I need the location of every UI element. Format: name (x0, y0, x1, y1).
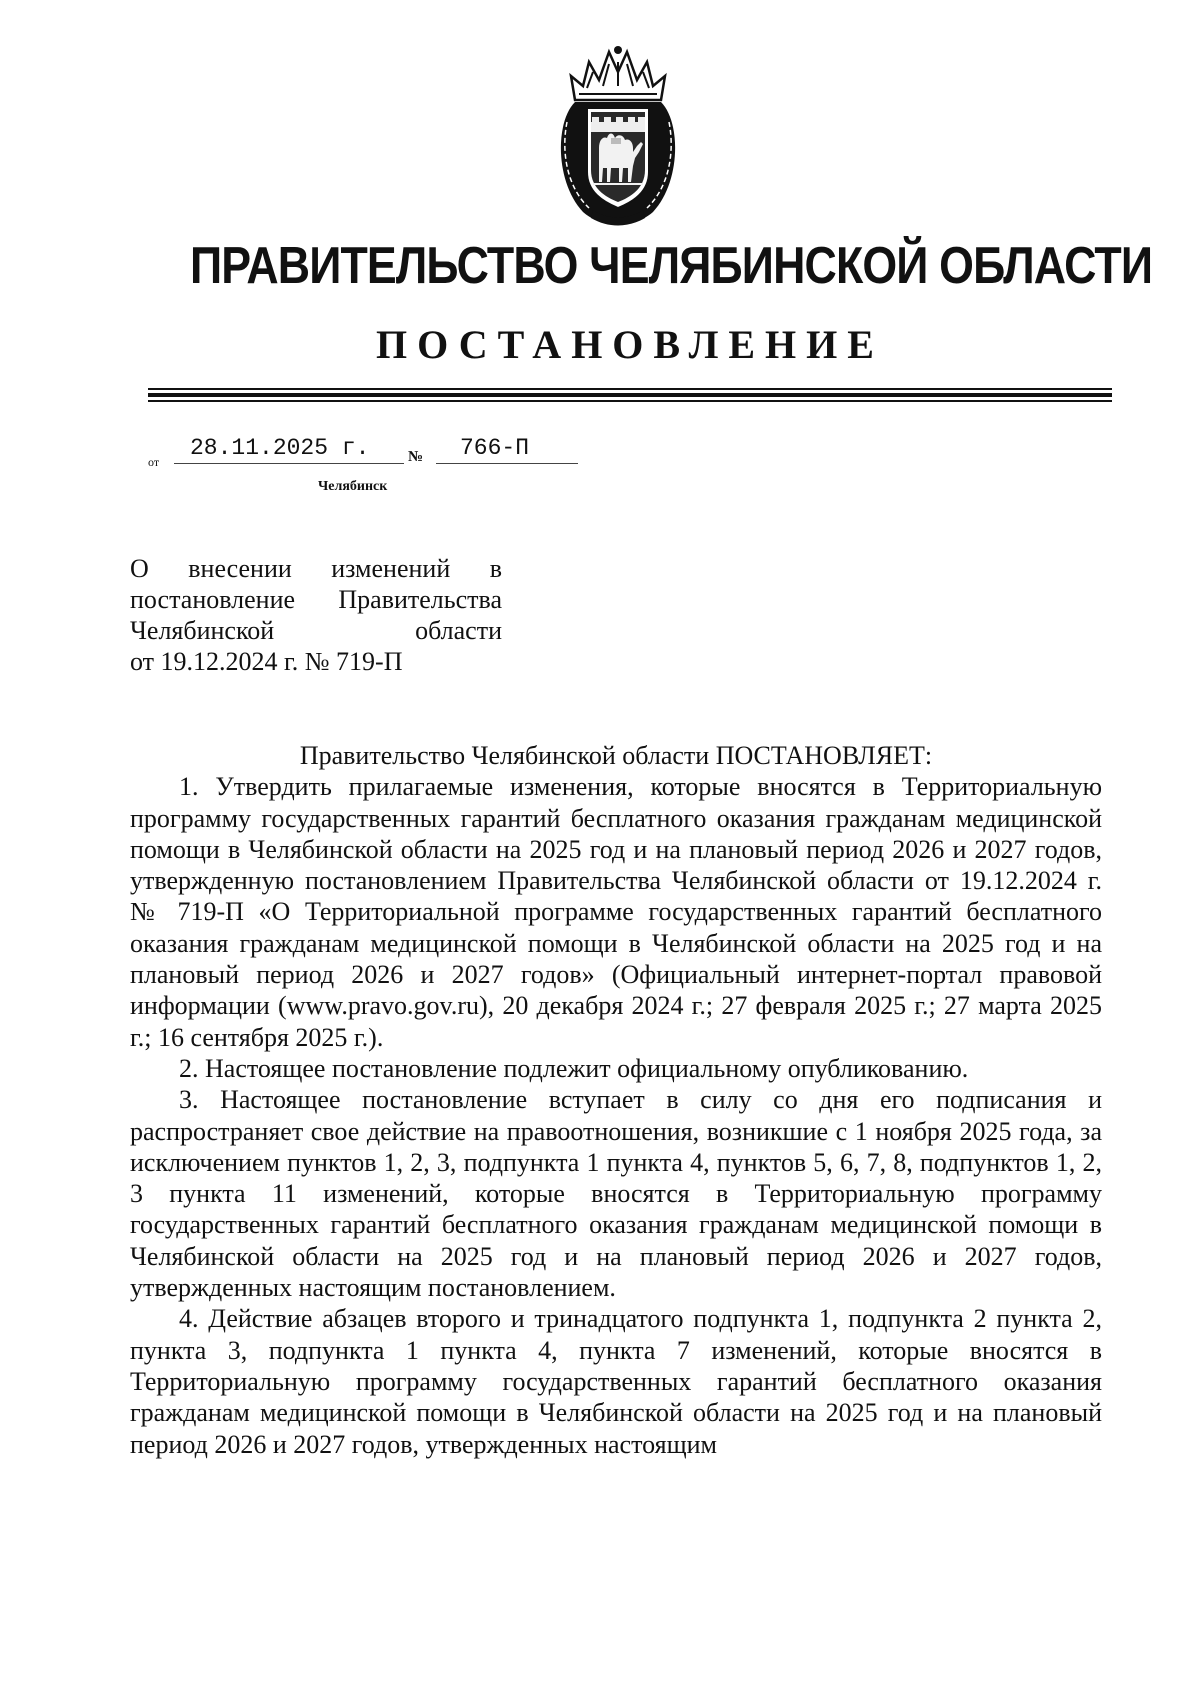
header-rule-bottom (148, 400, 1112, 402)
document-subject (130, 553, 502, 677)
from-label: от (148, 455, 160, 469)
number-label: № (408, 449, 424, 465)
body-paragraph: 1. Утвердить прилагаемые изменения, которые вносятся в Территориальную программу государственных гарантий бесплатного оказания гражданам медицинской помощи в Челябинской области на 2025 год и на плановый период 2026 и 2027 годов, утвержденную постановлением Правительства Челябинской области от 19.12.2024 г. № 719-П «О Территориальной программе государственных гарантий бесплатного оказания гражданам медицинской помощи в Челябинской области на 2025 год и на плановый период 2026 и 2027 годов» (Официальный интернет-портал правовой информации (www.pravo.gov.ru), 20 декабря 2024 г.; 27 февраля 2025 г.; 27 марта 2025 г.; 16 сентября 2025 г.). (130, 772, 1102, 1052)
date-underline (174, 463, 404, 464)
coat-of-arms-emblem (553, 42, 683, 230)
document-date: 28.11.2025 г. (190, 435, 370, 461)
preamble: Правительство Челябинской области ПОСТАНОВЛЯЕТ: (299, 741, 933, 770)
subject-line: от 19.12.2024 г. № 719-П (130, 647, 403, 676)
document-number: 766-П (460, 435, 530, 461)
body-paragraph: 4. Действие абзацев второго и тринадцатого подпункта 1, подпункта 2 пункта 2, пункта 3, подпункта 1 пункта 4, пункта 7 изменений, которые вносятся в Территориальную программу государственных гарантий бесплатного оказания гражданам медицинской помощи в Челябинской области на 2025 год и на плановый период 2026 и 2027 годов, утвержденных настоящим (130, 1304, 1102, 1459)
document-city: Челябинск (318, 479, 388, 494)
body-paragraph: 2. Настоящее постановление подлежит официальному опубликованию. (179, 1053, 969, 1083)
crown-icon (571, 46, 665, 100)
document-meta (140, 435, 580, 495)
subject-line: О внесении изменений в (130, 554, 502, 583)
government-name: ПРАВИТЕЛЬСТВО ЧЕЛЯБИНСКОЙ ОБЛАСТИ (190, 237, 1153, 295)
subject-line: постановление Правительства (130, 585, 502, 614)
header-rule-top (148, 388, 1112, 390)
document-kind: ПОСТАНОВЛЕНИЕ (376, 322, 884, 367)
number-underline (436, 463, 578, 464)
header-rule-middle (148, 393, 1112, 397)
body-paragraph: 3. Настоящее постановление вступает в силу со дня его подписания и распространяет свое действие на правоотношения, возникшие с 1 ноября 2025 года, за исключением пунктов 1, 2, 3, подпункта 1 пункта 4, пунктов 5, 6, 7, 8, подпунктов 1, 2, 3 пункта 11 изменений, которые вносятся в Территориальную программу государственных гарантий бесплатного оказания гражданам медицинской помощи в Челябинской области на 2025 год и на плановый период 2026 и 2027 годов, утвержденных настоящим постановлением. (130, 1085, 1102, 1303)
document-body (130, 740, 1102, 1460)
subject-line: Челябинской области (130, 616, 502, 645)
